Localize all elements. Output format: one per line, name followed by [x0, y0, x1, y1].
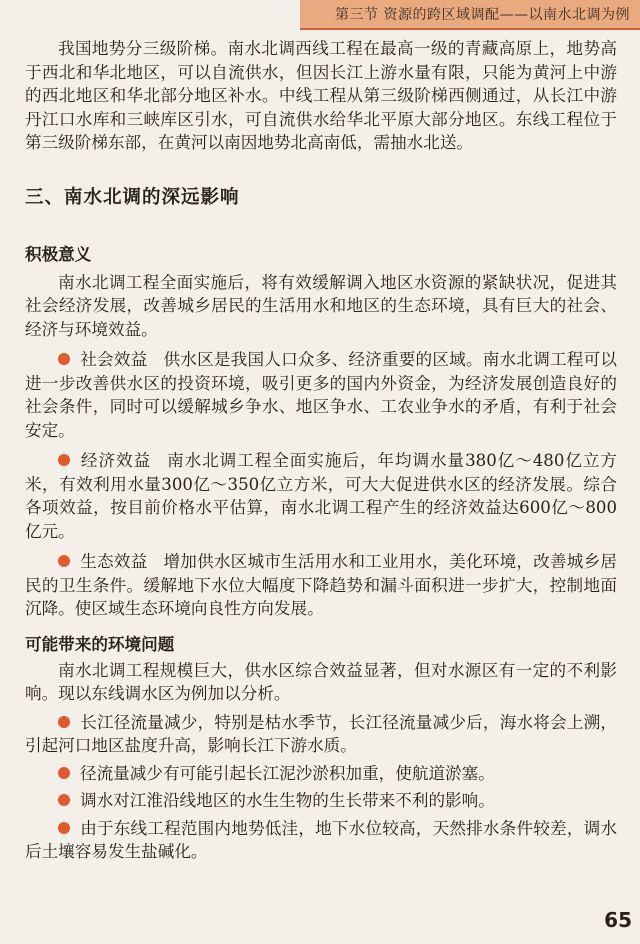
bullet-icon — [58, 794, 70, 806]
economic-benefit-item — [25, 449, 617, 543]
problem-text: 调水对江淮沿线地区的水生生物的生长带来不利的影响。 — [80, 791, 495, 810]
bullet-icon — [58, 353, 70, 365]
ecological-benefit-item — [25, 550, 617, 621]
page-content — [25, 37, 617, 864]
chapter-header-bar — [300, 0, 640, 30]
economic-benefit-label: 经济效益 — [80, 451, 152, 470]
problem-text: 长江径流量减少，特别是枯水季节，长江径流量减少后，海水将会上溯，引起河口地区盐度升高，影响长江下游水质。 — [25, 712, 617, 755]
economic-benefit-text: 南水北调工程全面实施后，年均调水量380亿～480亿立方米，有效利用水量300亿～350亿立方米，可大大促进供水区的经济发展。综合各项效益，按目前价格水平估算，南水北调工程产生的经济效益达600亿～800亿元。 — [25, 451, 618, 541]
problem-text: 径流量减少有可能引起长江泥沙淤积加重，使航道淤塞。 — [80, 763, 495, 783]
ecological-benefit-text: 增加供水区城市生活用水和工业用水，美化环境，改善城乡居民的卫生条件。缓解地下水位大幅度下降趋势和漏斗面积进一步扩大，控制地面沉降。使区域生态环境向良性方向发展。 — [25, 552, 618, 618]
problem-item — [25, 711, 617, 758]
intro-paragraph: 我国地势分三级阶梯。南水北调西线工程在最高一级的青藏高原上，地势高于西北和华北地区，可以自流供水，但因长江上游水量有限，只能为黄河上中游的西北地区和华北部分地区补水。中线工程从第三级阶梯西侧通过，从长江中游丹江口水库和三峡库区引水，可自流供水给华北平原大部分地区。东线工程位于第三级阶梯东部，在黄河以南因地势北高南低，需抽水北送。 — [25, 39, 617, 152]
environmental-problems-intro: 南水北调工程规模巨大，供水区综合效益显著，但对水源区有一定的不利影响。现以东线调水区为例加以分析。 — [25, 660, 617, 703]
environmental-problems-heading: 可能带来的环境问题 — [25, 634, 175, 654]
section-heading: 三、南水北调的深远影响 — [25, 186, 240, 208]
bullet-icon — [58, 767, 70, 779]
bullet-icon — [58, 555, 70, 567]
problem-item — [25, 762, 617, 786]
social-benefit-item — [25, 348, 617, 442]
ecological-benefit-label: 生态效益 — [80, 552, 148, 571]
positive-impact-heading: 积极意义 — [25, 244, 92, 264]
positive-impact-intro: 南水北调工程全面实施后，将有效缓解调入地区水资源的紧缺状况，促进其社会经济发展，改善城乡居民的生活用水和地区的生态环境，具有巨大的社会、经济与环境效益。 — [25, 272, 617, 339]
bullet-icon — [58, 822, 70, 834]
chapter-header-title: 第三节 资源的跨区域调配——以南水北调为例 — [335, 7, 630, 23]
bullet-icon — [58, 716, 70, 728]
problem-item — [25, 789, 617, 813]
social-benefit-text: 供水区是我国人口众多、经济重要的区域。南水北调工程可以进一步改善供水区的投资环境，吸引更多的国内外资金，为经济发展创造良好的社会条件，同时可以缓解城乡争水、地区争水、工农业争水的矛盾，有利于社会安定。 — [25, 350, 618, 440]
problem-item — [25, 817, 617, 864]
bullet-icon — [58, 454, 70, 466]
problem-text: 由于东线工程范围内地势低洼，地下水位较高，天然排水条件较差，调水后土壤容易发生盐碱化。 — [25, 818, 617, 861]
page-number: 65 — [604, 908, 632, 932]
social-benefit-label: 社会效益 — [80, 350, 148, 369]
